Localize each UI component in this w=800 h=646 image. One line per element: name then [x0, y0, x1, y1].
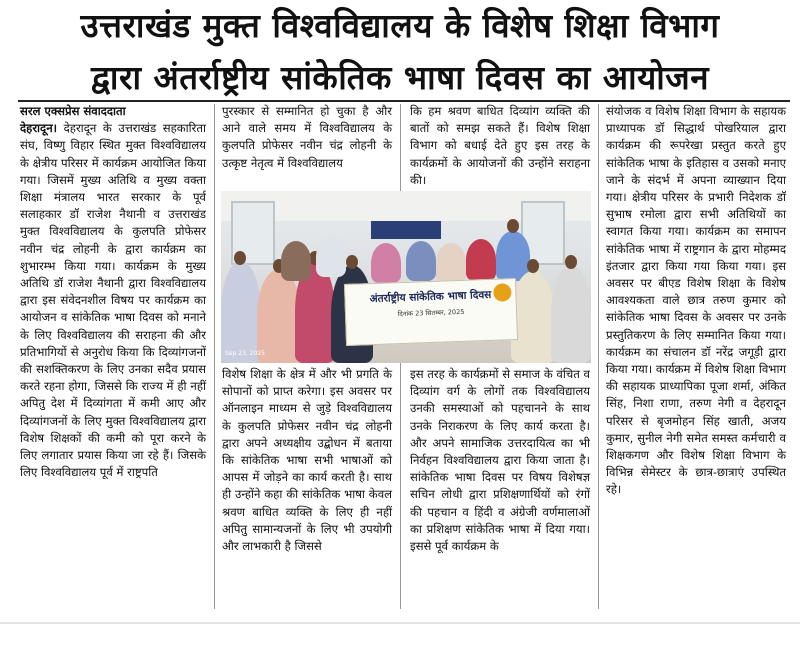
column-2-bottom-text: विशेष शिक्षा के क्षेत्र में और भी प्रगति के सोपानों को प्राप्त करेगा। इस अवसर पर ऑनलाइन माध्यम से जुड़े विश्वविद्यालय के कुलपति प्रोफेसर नवीन चंद्र लोहनी द्वारा अपने अध्यक्षीय उद्बोधन में बताया कि सांकेतिक भाषा सभी भाषाओं को आपस में जोड़ने का कार्य करती है। साथ ही उन्होंने कहा की सांकेतिक भाषा केवल श्रवण बाधित व्यक्ति के लिए ही नहीं अपितु सामान्यजनों के लिए भी उपयोगी और लाभकारी है जिससे	[222, 367, 392, 554]
event-banner	[344, 278, 518, 346]
banner-title: अंतर्राष्ट्रीय सांकेतिक भाषा दिवस	[369, 288, 492, 306]
person	[371, 243, 401, 283]
photo-timestamp: Sep 23, 2025	[225, 350, 265, 357]
byline: सरल एक्सप्रेस संवाददाता	[20, 104, 126, 118]
column-3-top-text: कि हम श्रवण बाधित दिव्यांग व्यक्ति की बातों को समझ सकते हैं। विशेष शिक्षा विभाग को बधाई देते हुए इस तरह के कार्यक्रमों के आयोजनों की उन्होंने सराहना की।	[410, 104, 590, 187]
person	[406, 241, 436, 281]
page-bottom-border	[0, 622, 800, 624]
article-column-4	[606, 103, 786, 499]
article-column-1	[20, 103, 206, 613]
column-1-text: देहरादून के उत्तराखंड सहकारिता संघ, विष्णु विहार स्थित मुक्त विश्वविद्यालय के क्षेत्रीय परिसर में कार्यक्रम आयोजित किया गया। जिसमें मुख्य अतिथि व मुख्य वक्ता शिक्षा मंत्रालय भारत सरकार के पूर्व सलाहकार डॉ राजेश नैथानी व उत्तराखंड मुक्त विश्वविद्यालय के कुलपति प्रोफेसर नवीन चंद्र लोहनी के द्वारा कार्यक्रम का शुभारम्भ किया गया। कार्यक्रम के मुख्य अतिथि डॉ राजेश नैथानी द्वारा विश्वविद्यालय द्वारा इस संवेदनशील विषय पर कार्यक्रम का आयोजन व सांकेतिक भाषा दिवस को मनाने के लिए विश्वविद्यालय की सराहना की और प्रतिभागियों से अनुरोध किया कि दिव्यांगजनों की सशक्तिकरण के लिए उनका सदैव प्रयास करते रहना होगा, जिससे कि राज्य में ही नहीं अपितु देश में दिव्यांगता में कमी आए और दिव्यांगजनों के लिए मुक्त विश्वविद्यालय द्वारा विशेष शिक्षकों की कमी को पूरा करने के लिए लगातार प्रयास किया जा रहे हैं। जिसके लिए विश्वविद्यालय पूर्व में राष्ट्रपति	[20, 121, 206, 480]
column-divider	[598, 104, 599, 609]
person	[466, 239, 496, 281]
person	[281, 241, 311, 281]
person-head	[234, 251, 246, 265]
person	[221, 261, 261, 363]
banner-date: दिनांक 23 सितम्बर, 2025	[397, 307, 465, 319]
event-photo	[221, 191, 591, 363]
column-2-top-text: पुरस्कार से सम्मानित हो चुका है और आने वाले समय में विश्वविद्यालय के कुलपति प्रोफेसर नवीन चंद्र लोहनी के उत्कृष्ट नेतृत्व में विश्वविद्यालय	[222, 104, 392, 170]
headline-divider	[18, 100, 790, 102]
person	[511, 271, 555, 363]
person	[551, 265, 591, 363]
article-column-2-top	[222, 103, 392, 172]
article-column-2-bottom	[222, 366, 392, 555]
column-4-text: संयोजक व विशेष शिक्षा विभाग के सहायक प्राध्यापक डॉ सिद्धार्थ पोखरियाल द्वारा कार्यक्रम की रूपरेखा प्रस्तुत करते हुए सांकेतिक भाषा के इतिहास व उसको मनाए जाने के संदर्भ में अपना व्याख्यान दिया गया। क्षेत्रीय परिसर के प्रभारी निदेशक डॉ सुभाष रमोला द्वारा सभी अतिथियों का स्वागत किया गया। कार्यक्रम का समापन सांकेतिक भाषा में राष्ट्रगान के द्वारा मोहम्मद इंतजार द्वारा किया गया किया गया। इस अवसर पर बीएड विशेष शिक्षा के विशेष आवश्यकता वाले छात्र तरुण कुमार को सांकेतिक भाषा दिवस के अवसर पर उनके प्रस्तुतिकरण के लिए सम्मानित किया गया। कार्यक्रम का संचालन डॉ नरेंद्र जगूड़ी द्वारा किया गया। कार्यक्रम में विशेष शिक्षा विभाग की सहायक प्राध्यापिका पूजा शर्मा, अंकित सिंह, निशा राणा, तरुण नेगी व देहरादून परिसर से बृजमोहन सिंह खाती, अजय कुमार, सुनील नेगी समेत समस्त कर्मचारी व शिक्षकगण और विशेष शिक्षा विभाग के विभिन्न सेमेस्टर के छात्र-छात्राएं उपस्थित रहे।	[606, 104, 786, 497]
person-head	[346, 255, 358, 269]
headline-line-2: द्वारा अंतर्राष्ट्रीय सांकेतिक भाषा दिवस का आयोजन	[90, 58, 710, 97]
person-head	[565, 255, 577, 269]
column-3-bottom-text: इस तरह के कार्यक्रमों से समाज के वंचित व दिव्यांग वर्ग के लोगों तक विश्वविद्यालय उनकी समस्याओं को पहचानने के साथ उनके निराकरण के लिए कार्य करता है। और अपने सामाजिक उत्तरदायित्व का भी निर्वहन विश्वविद्यालय द्वारा किया जाता है। सांकेतिक भाषा दिवस पर विषय विशेषज्ञ सचिन लोधी द्वारा प्रशिक्षणार्थियों को रंगों की पहचान व हिंदी व अंग्रेजी वर्णमालाओं का प्रशिक्षण सांकेतिक भाषा में दिया गया। इससे पूर्व कार्यक्रम के	[410, 367, 590, 554]
article-column-3-bottom	[410, 366, 590, 555]
dateline: देहरादून।	[20, 121, 58, 136]
person-head	[507, 219, 519, 233]
column-divider	[214, 104, 215, 609]
article-column-3-top	[410, 103, 590, 189]
photo-wall-sign	[371, 221, 441, 239]
person-head	[527, 259, 539, 273]
headline-line-1: उत्तराखंड मुक्त विश्वविद्यालय के विशेष शिक्षा विभाग	[80, 6, 720, 45]
person	[436, 243, 466, 283]
person	[316, 237, 346, 277]
